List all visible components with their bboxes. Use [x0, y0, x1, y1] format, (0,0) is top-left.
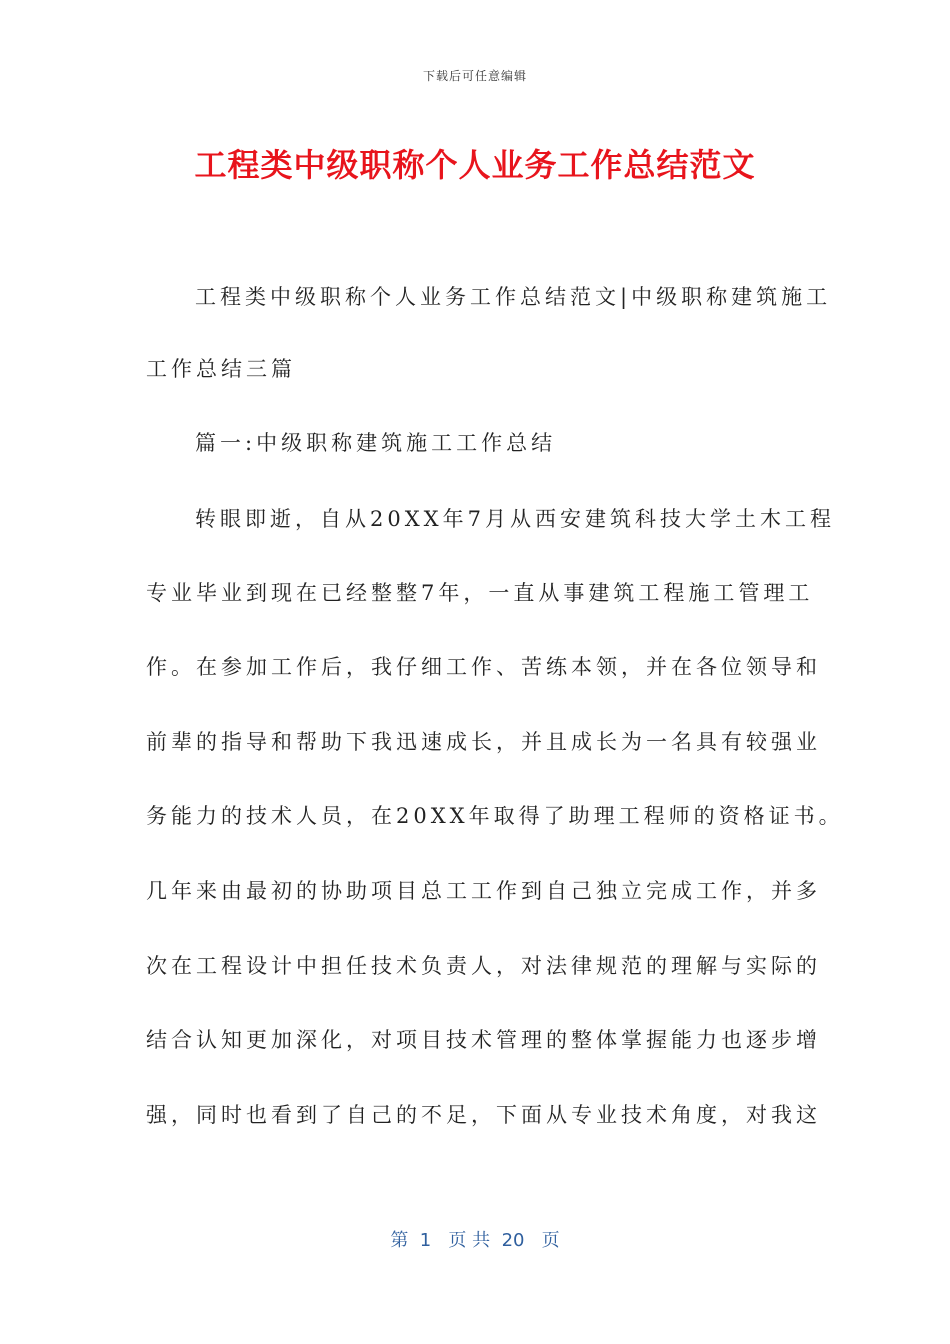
section-heading: 篇一:中级职称建筑施工工作总结 [195, 431, 557, 455]
paragraph-line: 务能力的技术人员，在20XX年取得了助理工程师的资格证书。 [146, 804, 844, 828]
paragraph-line: 作。在参加工作后，我仔细工作、苦练本领，并在各位领导和 [146, 655, 821, 679]
paragraph-line: 次在工程设计中担任技术负责人，对法律规范的理解与实际的 [146, 954, 821, 978]
paragraph-line: 工作总结三篇 [146, 357, 296, 381]
paragraph-line: 转眼即逝，自从20XX年7月从西安建筑科技大学土木工程 [195, 507, 835, 531]
paragraph-line: 强，同时也看到了自己的不足，下面从专业技术角度，对我这 [146, 1103, 821, 1127]
page-number-footer: 第 1 页 共 20 页 [390, 1230, 560, 1251]
paragraph-line: 几年来由最初的协助项目总工工作到自己独立完成工作，并多 [146, 879, 821, 903]
page-title: 工程类中级职称个人业务工作总结范文 [194, 146, 756, 184]
header-note: 下载后可任意编辑 [422, 69, 527, 83]
paragraph-line: 专业毕业到现在已经整整7年，一直从事建筑工程施工管理工 [146, 581, 814, 605]
paragraph-line: 工程类中级职称个人业务工作总结范文|中级职称建筑施工 [195, 285, 832, 309]
paragraph-line: 前辈的指导和帮助下我迅速成长，并且成长为一名具有较强业 [146, 730, 821, 754]
paragraph-line: 结合认知更加深化，对项目技术管理的整体掌握能力也逐步增 [146, 1028, 821, 1052]
